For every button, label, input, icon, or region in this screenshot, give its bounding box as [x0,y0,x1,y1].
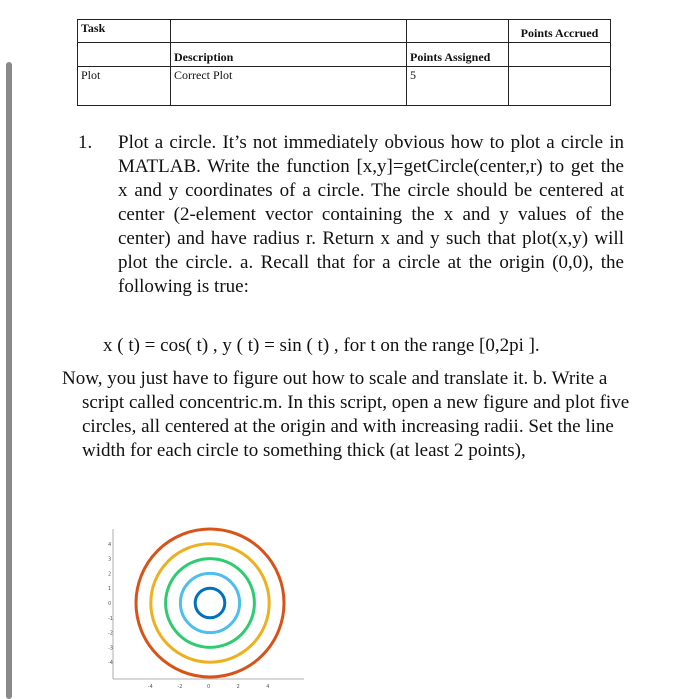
x-tick-label: 2 [236,684,240,690]
formula: x ( t) = cos( t) , y ( t) = sin ( t) , for t on the range [0,2pi ]. [103,335,540,356]
x-tick-label: 0 [207,684,211,690]
question-number: 1. [78,132,93,153]
x-tick-label: 4 [266,684,270,690]
scrollbar[interactable] [6,62,12,699]
y-tick-label: 3 [108,556,112,563]
plot-circles [136,529,284,677]
cell-task: Plot [78,66,171,105]
y-tick-label: 4 [108,541,112,548]
y-tick-label: 1 [108,586,112,593]
grading-table [77,19,611,106]
question-text: Plot a circle. It’s not immediately obvious how to plot a circle in MATLAB. Write the function [x,y]=getCircle(center,r) to get the x and y coordinates of a circle. The circle should be centered at center (2-element vector containing the x and y values of the center) and have radius r. Return x and y such that plot(x,y) will plot the circle. a. Recall that for a circle at the origin (0,0), the following is true: [118,132,624,297]
x-tick-label: -2 [177,684,183,690]
header-points-accrued: Points Accrued [509,20,611,43]
y-tick-label: -1 [108,615,113,622]
question-paragraph [78,131,624,299]
y-tick-label: -2 [108,630,113,637]
table-header-row [78,20,611,43]
header-points-assigned: Points Assigned [407,43,509,66]
subheader-empty [509,43,611,66]
cell-points-accrued [509,66,611,105]
plot-axes [113,529,304,679]
table-subheader-row [78,43,611,66]
y-tick-label: 2 [108,571,112,578]
x-tick-label: -4 [147,684,153,690]
header-description: Description [171,43,407,66]
y-tick-label: -4 [108,660,113,667]
header-empty [407,20,509,43]
y-tick-label: 0 [108,601,112,607]
cell-points-assigned: 5 [407,66,509,105]
continuation-paragraph: Now, you just have to figure out how to scale and translate it. b. Write a script called concentric.m. In this script, open a new figure and plot five circles, all centered at the origin and with increasing radii. Set the line width for each circle to something thick (at least 2 points), [62,368,630,461]
header-empty [171,20,407,43]
circle-2 [180,573,239,632]
concentric-circles-plot [104,521,316,699]
circle-5 [136,529,284,677]
circle-4 [151,544,269,662]
subheader-empty [78,43,171,66]
header-task: Task [78,20,171,43]
y-tick-label: -3 [108,645,113,652]
cell-description: Correct Plot [171,66,407,105]
table-row [78,66,611,105]
circle-1 [195,588,225,618]
